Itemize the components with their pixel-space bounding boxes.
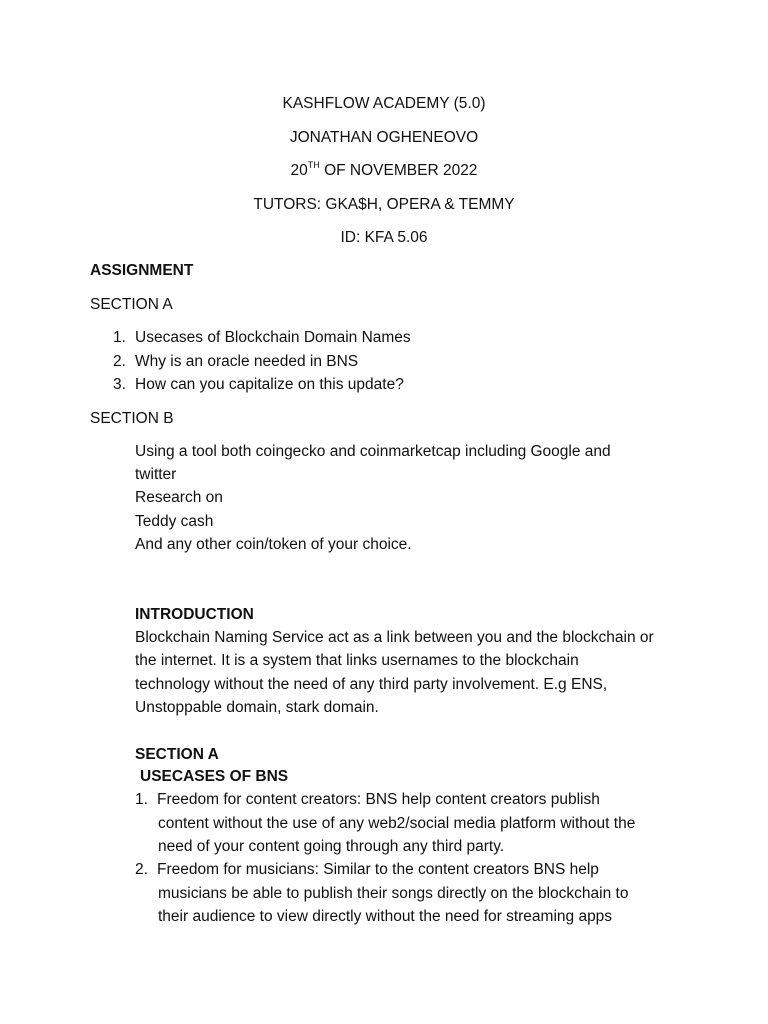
student-id: ID: KFA 5.06 (340, 229, 428, 246)
list-text: Usecases of Blockchain Domain Names (135, 329, 411, 346)
list-item (113, 375, 404, 395)
date-rest: OF NOVEMBER 2022 (319, 162, 478, 179)
list-text: Why is an oracle needed in BNS (135, 353, 359, 370)
section-a-heading: SECTION A (135, 746, 219, 763)
usecase-line: content without the use of any web2/social media platform without the (158, 815, 636, 832)
section-b-line: Research on (135, 489, 223, 506)
introduction-heading: INTRODUCTION (135, 606, 254, 623)
usecase-line: their audience to view directly without the need for streaming apps (158, 908, 613, 925)
section-b-line: Teddy cash (135, 513, 214, 530)
date-day: 20 (290, 162, 308, 179)
introduction-line: the internet. It is a system that links usernames to the blockchain (135, 652, 579, 669)
usecase-line: musicians be able to publish their songs directly on the blockchain to (158, 885, 629, 902)
list-number: 1. (113, 329, 126, 346)
usecases-heading: USECASES OF BNS (140, 768, 289, 785)
list-item (113, 352, 358, 372)
list-number: 2. (113, 353, 126, 370)
usecase-line: need of your content going through any third party. (158, 838, 505, 855)
section-b-line: twitter (135, 466, 177, 483)
introduction-line: Unstoppable domain, stark domain. (135, 699, 379, 716)
usecase-item (135, 860, 599, 880)
section-b-line: Using a tool both coingecko and coinmarketcap including Google and (135, 443, 611, 460)
document-date (0, 161, 768, 181)
section-b-line: And any other coin/token of your choice. (135, 536, 412, 553)
tutors-line: TUTORS: GKA$H, OPERA & TEMMY (253, 196, 515, 213)
section-a-label: SECTION A (90, 296, 173, 313)
date-suffix: TH (307, 160, 320, 170)
academy-title: KASHFLOW ACADEMY (5.0) (282, 95, 486, 112)
list-item (113, 328, 411, 348)
student-name: JONATHAN OGHENEOVO (289, 129, 479, 146)
section-b-label: SECTION B (90, 410, 174, 427)
list-number: 1. (135, 791, 148, 808)
list-text: Freedom for content creators: BNS help content creators publish (157, 791, 600, 808)
introduction-line: technology without the need of any third party involvement. E.g ENS, (135, 676, 608, 693)
assignment-heading: ASSIGNMENT (90, 262, 194, 279)
list-number: 3. (113, 376, 126, 393)
list-text: How can you capitalize on this update? (135, 376, 404, 393)
list-number: 2. (135, 861, 148, 878)
introduction-line: Blockchain Naming Service act as a link between you and the blockchain or (135, 629, 654, 646)
usecase-item (135, 790, 600, 810)
list-text: Freedom for musicians: Similar to the content creators BNS help (157, 861, 599, 878)
